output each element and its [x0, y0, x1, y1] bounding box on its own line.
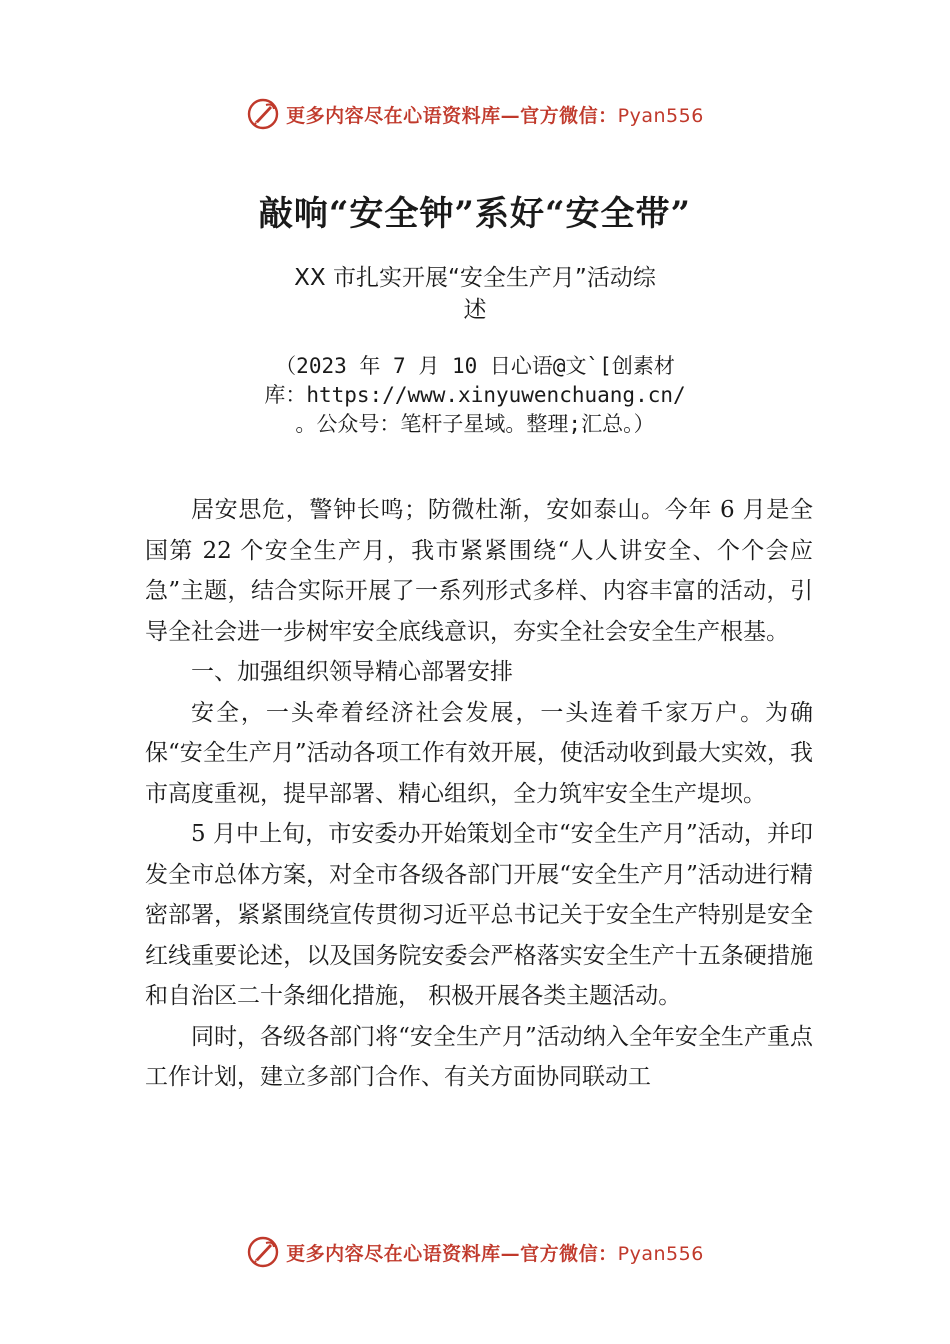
meta-line: 。公众号：笔杆子星域。整理;汇总。）	[295, 412, 655, 436]
document-title: 敲响“安全钟”系好“安全带”	[258, 194, 692, 234]
wechat-id: Pyan556	[617, 1242, 704, 1265]
paragraph: 居安思危，警钟长鸣；防微杜渐，安如泰山。今年 6 月是全国第 22 个安全生产月，我市紧紧围绕“人人讲安全、个个会应急”主题，结合实际开展了一系列形式多样、内容丰富的活动，引导全社会进一步树牢安全底线意识，夯实全社会安全生产根基。	[145, 497, 813, 645]
paragraph: 5 月中上旬，市安委办开始策划全市“安全生产月”活动，并印发全市总体方案，对全市各级各部门开展“安全生产月”活动进行精密部署，紧紧围绕宣传贯彻习近平总书记关于安全生产特别是安全红线重要论述，以及国务院安委会严格落实安全生产十五条硬措施和自治区二十条细化措施， 积极开展各类主题活动。	[145, 821, 813, 1009]
meta-line: （2023 年 7 月 10 日心语@文`[创素材	[275, 354, 675, 378]
document-body	[145, 490, 813, 1098]
footer-banner	[0, 1232, 950, 1272]
banner-text: 更多内容尽在心语资料库—官方微信：Pyan556	[286, 104, 704, 127]
quill-pen-logo-icon	[246, 97, 280, 131]
section-heading: 一、加强组织领导精心部署安排	[191, 659, 513, 685]
banner-text: 更多内容尽在心语资料库—官方微信：Pyan556	[286, 1242, 704, 1265]
quill-pen-logo-icon	[246, 1235, 280, 1269]
paragraph: 同时，各级各部门将“安全生产月”活动纳入全年安全生产重点工作计划，建立多部门合作、有关方面协同联动工	[145, 1023, 813, 1090]
subtitle-line: 述	[463, 297, 487, 323]
header-banner	[0, 94, 950, 134]
document-meta	[232, 352, 718, 439]
paragraph: 安全，一头牵着经济社会发展，一头连着千家万户。为确保“安全生产月”活动各项工作有效开展，使活动收到最大实效，我市高度重视，提早部署、精心组织，全力筑牢安全生产堤坝。	[145, 699, 813, 807]
wechat-id: Pyan556	[617, 104, 704, 127]
subtitle-line: XX 市扎实开展“安全生产月”活动综	[294, 265, 656, 291]
document-subtitle	[240, 262, 710, 326]
meta-line: 库：https://www.xinyuwenchuang.cn/	[264, 383, 686, 407]
